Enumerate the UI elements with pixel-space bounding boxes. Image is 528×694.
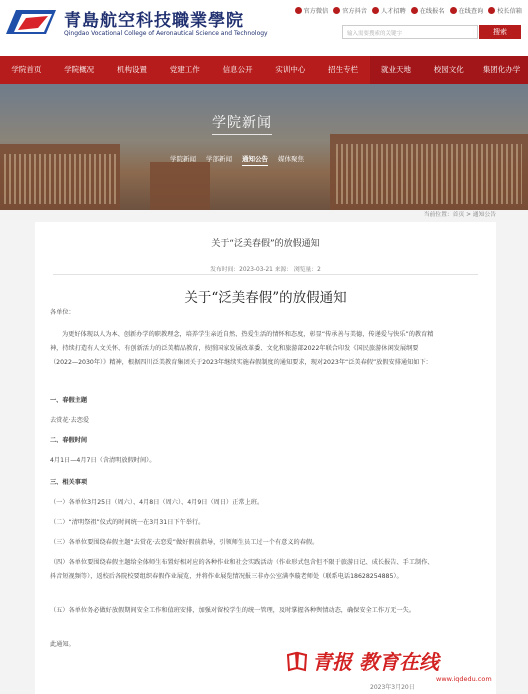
main-nav: [0, 56, 528, 84]
nav-item-culture[interactable]: 校园文化: [422, 56, 475, 84]
nav-item-home[interactable]: 学院首页: [11, 65, 42, 74]
nav-item-overview[interactable]: 学院概况: [64, 65, 95, 74]
section-body: 4月1日—4月7日（含清明放假时间）。: [50, 457, 156, 464]
divider: [53, 274, 478, 275]
recruit-icon: [372, 7, 379, 14]
tab-dept-news[interactable]: 学部新闻: [206, 155, 232, 163]
list-item: （一）各单位3月25日（周六）、4月8日（周六）、4月9日（周日）正常上班。: [50, 499, 264, 506]
building-windows: [4, 154, 116, 204]
article-date: 2023年3月20日: [370, 684, 415, 691]
intro-paragraph: 为更好体现以人为本、创新办学的职教理念，培养学生亲近自然、热爱生活的情怀和态度，彰显“传承善与美德，传递爱与快乐”的教育精神，持续打造有人文关怀、有创新活力的泛美精品教育，按照国家发展改革委、文化和旅游部2022年联合印发《国民旅游休闲发展纲要（2022—2030年）》精神，根据四川泛美教育集团关于2023年继续实施春假制度的通知要求，现对2023年“泛美春假”放假安排通知如下：: [50, 331, 434, 366]
school-name-en: Qingdao Vocational College of Aeronautical Science and Technology: [64, 30, 268, 37]
top-link-douyin[interactable]: 官方抖音: [333, 6, 367, 15]
breadcrumb: 当前位置：首页 > 通知公告: [423, 212, 496, 218]
nav-item-admissions[interactable]: 招生专栏: [328, 65, 359, 74]
search-input[interactable]: 输入需要搜索的关键字: [342, 25, 478, 39]
search-button[interactable]: 搜索: [479, 25, 521, 39]
article-meta: 发布时间：2023-03-21 来源： 浏览量：2: [210, 267, 321, 273]
mail-icon: [488, 7, 495, 14]
tab-notices[interactable]: 通知公告: [242, 154, 268, 166]
top-link-apply[interactable]: 在线报名: [411, 6, 445, 15]
nav-item-party[interactable]: 党建工作: [169, 65, 200, 74]
nav-item-departments[interactable]: 机构设置: [116, 65, 147, 74]
book-icon: [286, 650, 308, 672]
list-item: （三）各单位要围绕春假主题“去赏花·去恋爱”做好假前指导，引领师生员工过一个有意义的春假。: [50, 539, 319, 546]
site-header: [0, 0, 528, 56]
top-link-mailbox[interactable]: 校长信箱: [488, 6, 522, 15]
apply-icon: [411, 7, 418, 14]
list-item: （二）“清明祭祖”仪式的时间统一在3月31日下午举行。: [50, 519, 205, 526]
section-heading: 一、春假主题: [50, 397, 88, 404]
top-links: [295, 6, 523, 15]
nav-item-training[interactable]: 实训中心: [275, 65, 306, 74]
campus-banner: [0, 84, 528, 210]
title-underline: [212, 134, 272, 135]
list-item: （五）各单位务必做好放假期间安全工作和值班安排，加强对留校学生的统一管理，及时掌握各种舆情动态，确保安全工作万无一失。: [50, 607, 416, 614]
douyin-icon: [333, 7, 340, 14]
tab-college-news[interactable]: 学院新闻: [170, 155, 196, 163]
campus-building: [150, 162, 210, 210]
section-title: 学院新闻: [212, 115, 272, 131]
section-body: 去赏花·去恋爱: [50, 417, 90, 424]
watermark-logo: [286, 646, 439, 675]
notice-title: 关于“泛美春假”的放假通知: [184, 290, 347, 306]
greeting: 各单位：: [50, 309, 75, 316]
top-link-recruit[interactable]: 人才招聘: [372, 6, 406, 15]
closing: 此通知。: [50, 641, 75, 648]
nav-item-disclosure[interactable]: 信息公开: [222, 65, 253, 74]
building-windows: [336, 144, 522, 204]
top-link-query[interactable]: 在线查询: [450, 6, 484, 15]
watermark-text: 青报 教育在线: [312, 650, 439, 674]
tab-media[interactable]: 媒体聚焦: [278, 155, 304, 163]
sub-nav: [170, 154, 304, 166]
list-item: （四）各单位要围绕春假主题给全体师生布置好相对应的各种作业和社会实践活动（作业形式包含但不限于旅游日记、成长报告、手工制作、抖音短视频等），返校后各院校要组织春假作业展览，并将作业展览情况报三非办公室满李璇老师处（联系电话18628254885）。: [50, 559, 434, 580]
query-icon: [450, 7, 457, 14]
wechat-icon: [295, 7, 302, 14]
college-logo[interactable]: [6, 8, 56, 36]
top-link-wechat[interactable]: 官方微信: [295, 6, 329, 15]
school-name-cn[interactable]: 青島航空科技職業學院: [64, 11, 244, 31]
nav-item-group[interactable]: 集团化办学: [475, 56, 528, 84]
section-heading: 二、春假时间: [50, 437, 88, 444]
article-title: 关于“泛美春假”的放假通知: [211, 239, 320, 249]
section-heading: 三、相关事项: [50, 479, 88, 486]
nav-item-employment[interactable]: 就业天地: [370, 56, 423, 84]
watermark-url: www.iqdedu.com: [436, 675, 492, 683]
